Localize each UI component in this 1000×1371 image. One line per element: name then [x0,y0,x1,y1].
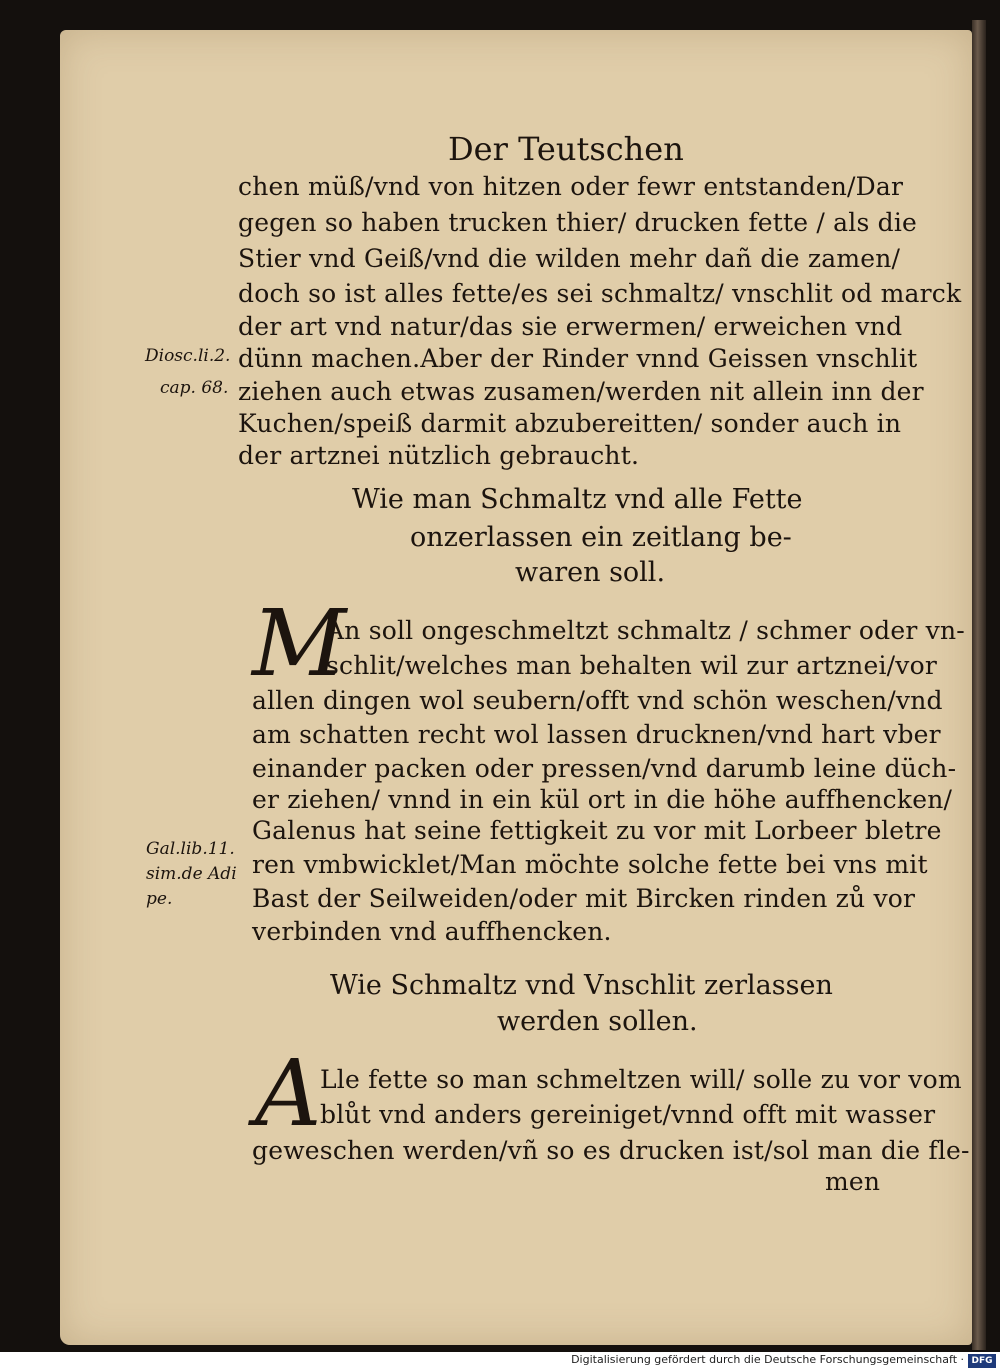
text-line: Lle fette so man schmeltzen will/ solle zu vor vom [320,1065,962,1094]
text-line: Stier vnd Geiß/vnd die wilden mehr dañ die zamen/ [238,244,901,273]
heading-line: waren soll. [515,557,666,588]
text-line: einander packen oder pressen/vnd darumb leine düch- [252,754,957,783]
footer-credit: Digitalisierung gefördert durch die Deutsche Forschungsgemeinschaft · [571,1353,964,1366]
text-line: Bast der Seilweiden/oder mit Bircken rinden zů vor [252,884,916,913]
heading-line: Wie Schmaltz vnd Vnschlit zerlassen [330,970,833,1001]
text-line: der artznei nützlich gebraucht. [238,441,640,470]
text-line: am schatten recht wol lassen drucknen/vnd hart vber [252,720,941,749]
heading-line: werden sollen. [497,1006,698,1037]
text-line: allen dingen wol seubern/offt vnd schön weschen/vnd [252,686,943,715]
catchword: men [825,1167,881,1196]
text-line: Kuchen/speiß darmit abzubereitten/ sonder auch in [238,409,902,438]
text-line: dünn machen.Aber der Rinder vnnd Geissen vnschlit [238,344,918,373]
text-line: geweschen werden/vñ so es drucken ist/sol man die fle- [252,1136,970,1165]
book-page-edge [972,20,986,1350]
text-line: schlit/welches man behalten wil zur artznei/vor [326,651,938,680]
dfg-logo: DFG [968,1354,996,1368]
text-line: verbinden vnd auffhencken. [252,917,612,946]
running-head: Der Teutschen [448,130,684,168]
margin-note-line: Gal.lib.11. [146,839,235,859]
text-line: blůt vnd anders gereiniget/vnnd offt mit wasser [320,1100,936,1129]
margin-note-line: Diosc.li.2. [145,346,231,366]
footer-bar [0,1352,1000,1371]
margin-note-line: pe. [146,889,173,909]
heading-line: onzerlassen ein zeitlang be- [410,522,792,553]
decorated-initial: A [255,1040,322,1147]
heading-line: Wie man Schmaltz vnd alle Fette [352,484,803,515]
text-line: ziehen auch etwas zusamen/werden nit allein inn der [238,377,924,406]
margin-note-line: sim.de Adi [146,864,237,884]
margin-note-line: cap. 68. [160,378,229,398]
text-line: der art vnd natur/das sie erwermen/ erweichen vnd [238,312,903,341]
text-line: Galenus hat seine fettigkeit zu vor mit Lorbeer bletre [252,816,942,845]
text-line: doch so ist alles fette/es sei schmaltz/ vnschlit od marck [238,279,962,308]
decorated-initial: M [252,590,347,697]
text-line: An soll ongeschmeltzt schmaltz / schmer oder vn- [326,616,965,645]
text-line: ren vmbwicklet/Man möchte solche fette bei vns mit [252,850,928,879]
text-line: gegen so haben trucken thier/ drucken fette / als die [238,208,918,237]
text-line: chen müß/vnd von hitzen oder fewr entstanden/Dar [238,172,904,201]
text-line: er ziehen/ vnnd in ein kül ort in die höhe auffhencken/ [252,785,953,814]
